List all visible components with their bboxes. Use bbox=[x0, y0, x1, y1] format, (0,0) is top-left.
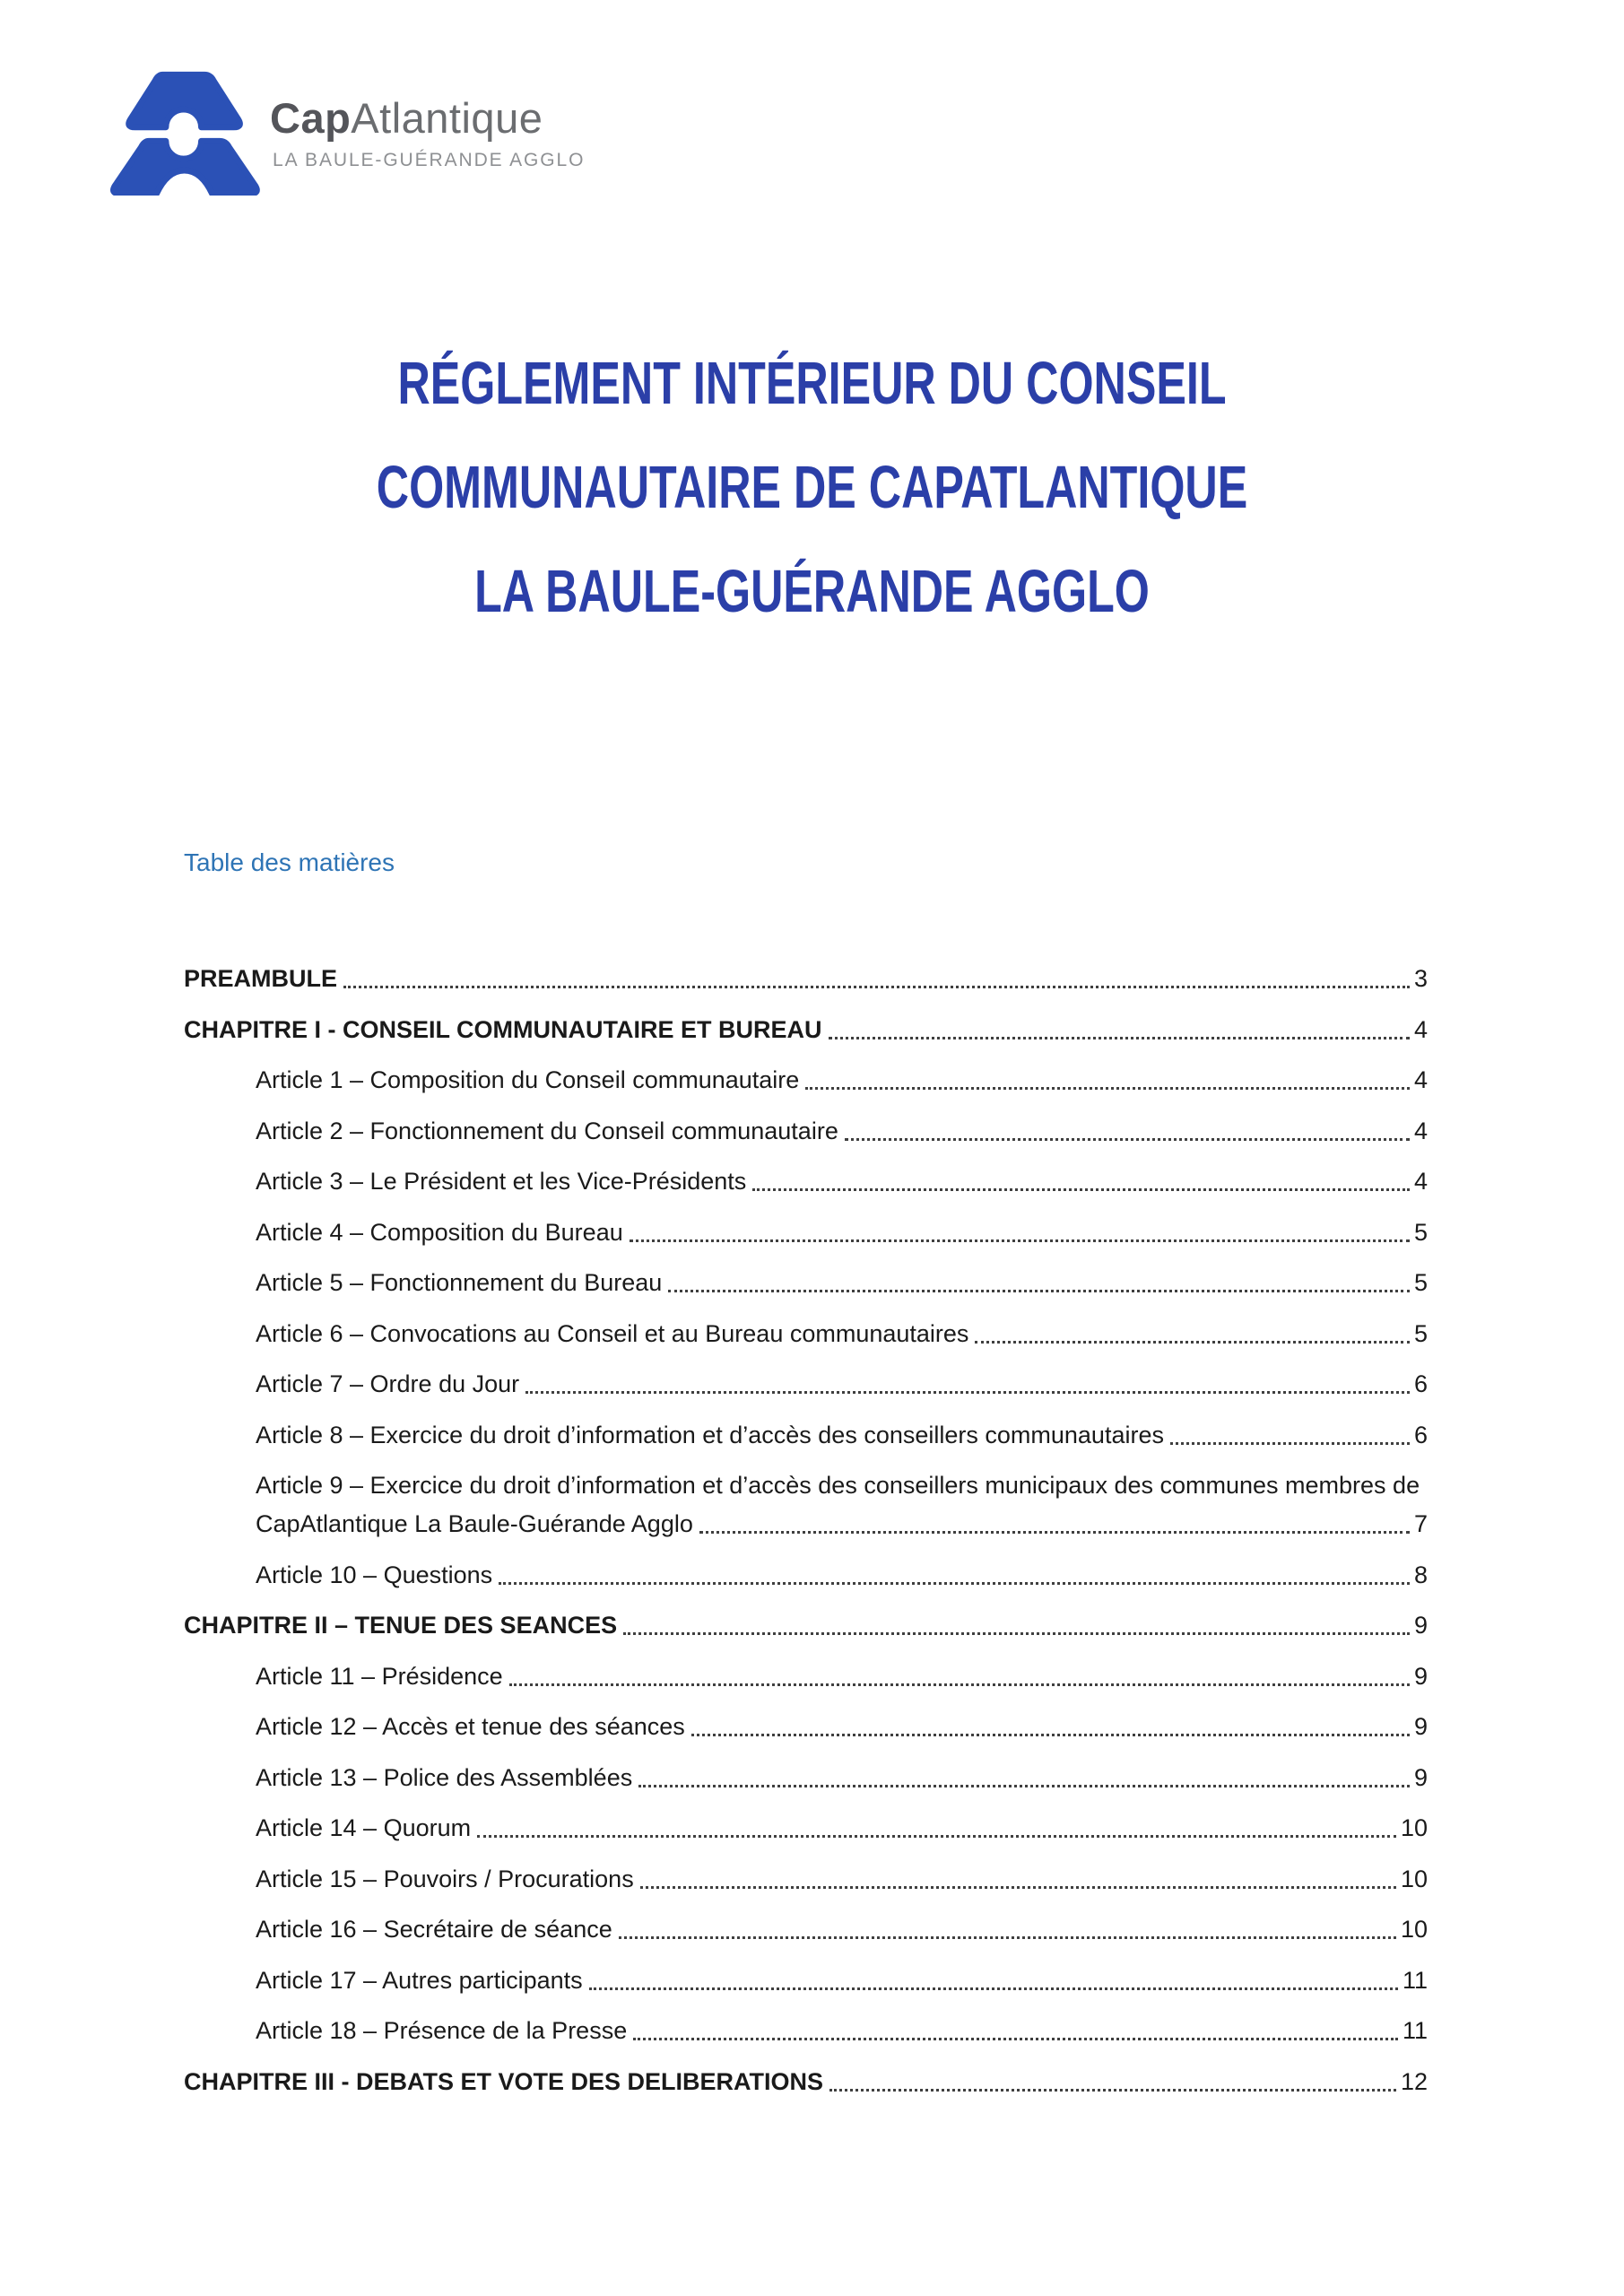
brand-name-cap: Cap bbox=[270, 94, 352, 142]
dot-leader bbox=[699, 1531, 1410, 1534]
toc-entry-article-5 bbox=[184, 1264, 1428, 1302]
toc-entry-text: Article 7 – Ordre du Jour bbox=[256, 1370, 520, 1397]
toc-entry-text: Article 5 – Fonctionnement du Bureau bbox=[256, 1269, 663, 1296]
toc-entry-text: Article 3 – Le Président et les Vice-Présidents bbox=[256, 1168, 747, 1195]
toc-page-number: 6 bbox=[1413, 1370, 1428, 1397]
toc-entry-article-14 bbox=[184, 1809, 1428, 1848]
toc-page-number: 9 bbox=[1413, 1713, 1428, 1740]
dot-leader bbox=[845, 1138, 1410, 1141]
toc-page-number: 9 bbox=[1413, 1662, 1428, 1690]
dot-leader bbox=[499, 1582, 1410, 1585]
brand-name bbox=[270, 95, 543, 142]
toc-page-number: 11 bbox=[1402, 2017, 1428, 2044]
toc-page-number: 4 bbox=[1413, 1015, 1428, 1043]
toc-page-number: 5 bbox=[1413, 1218, 1428, 1246]
toc-entry-text: Article 1 – Composition du Conseil communautaire bbox=[256, 1066, 800, 1093]
dot-leader bbox=[829, 2089, 1396, 2092]
dot-leader bbox=[343, 986, 1410, 988]
document-title bbox=[203, 332, 1420, 644]
dot-leader bbox=[975, 1341, 1410, 1344]
toc-entry-text: Article 10 – Questions bbox=[256, 1561, 493, 1588]
toc-entry-text: Article 17 – Autres participants bbox=[256, 1966, 583, 1994]
toc-page-number: 5 bbox=[1413, 1319, 1428, 1347]
toc-entry-chapitre-1 bbox=[184, 1011, 1428, 1049]
toc-entry-article-16 bbox=[184, 1910, 1428, 1949]
toc-entry-chapitre-3 bbox=[184, 2063, 1428, 2101]
toc-entry-text: Article 14 – Quorum bbox=[256, 1814, 472, 1841]
dot-leader bbox=[630, 1239, 1410, 1242]
toc-page-number: 4 bbox=[1413, 1066, 1428, 1093]
document-title-line2: COMMUNAUTAIRE DE CAPATLANTIQUE bbox=[376, 454, 1248, 521]
toc-page-number: 5 bbox=[1413, 1269, 1428, 1296]
document-title-line3: LA BAULE-GUÉRANDE AGGLO bbox=[474, 558, 1150, 625]
toc-entry-text: Article 13 – Police des Assemblées bbox=[256, 1763, 633, 1791]
toc-entry-text: Article 9 – Exercice du droit d’information et d’accès des conseillers municipaux des communes membres de bbox=[256, 1472, 1420, 1499]
toc-page-number: 9 bbox=[1413, 1612, 1428, 1639]
toc-page-number: 11 bbox=[1402, 1966, 1428, 1994]
dot-leader bbox=[752, 1188, 1410, 1191]
dot-leader bbox=[691, 1734, 1410, 1736]
toc-page-number: 3 bbox=[1413, 965, 1428, 992]
brand-subtitle: LA BAULE-GUÉRANDE AGGLO bbox=[273, 150, 586, 170]
toc-entry-text: Article 12 – Accès et tenue des séances bbox=[256, 1713, 685, 1740]
toc-entry-article-3 bbox=[184, 1162, 1428, 1201]
toc-page-number: 9 bbox=[1413, 1763, 1428, 1791]
dot-leader bbox=[1170, 1442, 1410, 1445]
table-of-contents bbox=[184, 960, 1428, 2113]
toc-entry-text: CHAPITRE I - CONSEIL COMMUNAUTAIRE ET BUREAU bbox=[184, 1015, 822, 1043]
dot-leader bbox=[589, 1987, 1398, 1990]
dot-leader bbox=[509, 1683, 1410, 1686]
toc-entry-article-8 bbox=[184, 1416, 1428, 1455]
toc-entry-article-4 bbox=[184, 1213, 1428, 1252]
toc-entry-article-18 bbox=[184, 2012, 1428, 2050]
toc-entry-text-line2: CapAtlantique La Baule-Guérande Agglo bbox=[256, 1510, 693, 1537]
brand-name-atlantique: Atlantique bbox=[351, 94, 543, 142]
toc-entry-chapitre-2 bbox=[184, 1606, 1428, 1645]
capatlantique-logo-icon bbox=[110, 68, 265, 196]
toc-entry-text: CHAPITRE III - DEBATS ET VOTE DES DELIBERATIONS bbox=[184, 2067, 824, 2095]
toc-page-number: 12 bbox=[1400, 2067, 1428, 2095]
toc-page-number: 10 bbox=[1400, 1814, 1428, 1841]
dot-leader bbox=[829, 1037, 1410, 1039]
dot-leader bbox=[477, 1835, 1396, 1838]
toc-entry-text: Article 8 – Exercice du droit d’information et d’accès des conseillers communautaires bbox=[256, 1421, 1164, 1448]
toc-entry-article-9 bbox=[184, 1466, 1428, 1544]
toc-entry-text: Article 4 – Composition du Bureau bbox=[256, 1218, 623, 1246]
toc-entry-text: CHAPITRE II – TENUE DES SEANCES bbox=[184, 1612, 618, 1639]
toc-entry-text: Article 18 – Présence de la Presse bbox=[256, 2017, 628, 2044]
dot-leader bbox=[525, 1391, 1410, 1394]
toc-entry-article-17 bbox=[184, 1961, 1428, 2000]
dot-leader bbox=[633, 2038, 1398, 2040]
toc-entry-preambule bbox=[184, 960, 1428, 998]
toc-page-number: 6 bbox=[1413, 1421, 1428, 1448]
dot-leader bbox=[640, 1886, 1396, 1889]
toc-entry-article-10 bbox=[184, 1556, 1428, 1595]
toc-entry-text: Article 11 – Présidence bbox=[256, 1662, 503, 1690]
toc-page-number: 7 bbox=[1413, 1510, 1428, 1537]
dot-leader bbox=[638, 1785, 1410, 1787]
dot-leader bbox=[805, 1087, 1410, 1090]
dot-leader bbox=[619, 1936, 1396, 1939]
toc-entry-text: PREAMBULE bbox=[184, 965, 338, 992]
toc-page-number: 10 bbox=[1400, 1916, 1428, 1943]
toc-entry-article-15 bbox=[184, 1860, 1428, 1899]
document-title-line1: RÉGLEMENT INTÉRIEUR DU CONSEIL bbox=[397, 350, 1227, 417]
toc-entry-article-7 bbox=[184, 1365, 1428, 1404]
toc-heading: Table des matières bbox=[184, 848, 395, 876]
toc-entry-article-2 bbox=[184, 1112, 1428, 1151]
toc-entry-text: Article 2 – Fonctionnement du Conseil communautaire bbox=[256, 1117, 838, 1144]
toc-page-number: 4 bbox=[1413, 1117, 1428, 1144]
toc-entry-article-1 bbox=[184, 1061, 1428, 1100]
toc-entry-text: Article 16 – Secrétaire de séance bbox=[256, 1916, 612, 1943]
toc-entry-article-12 bbox=[184, 1708, 1428, 1746]
toc-entry-text: Article 15 – Pouvoirs / Procurations bbox=[256, 1865, 634, 1892]
toc-entry-article-13 bbox=[184, 1759, 1428, 1797]
toc-entry-text: Article 6 – Convocations au Conseil et au Bureau communautaires bbox=[256, 1319, 969, 1347]
toc-page-number: 10 bbox=[1400, 1865, 1428, 1892]
dot-leader bbox=[668, 1290, 1410, 1292]
toc-page-number: 8 bbox=[1413, 1561, 1428, 1588]
toc-page-number: 4 bbox=[1413, 1168, 1428, 1195]
toc-entry-article-6 bbox=[184, 1315, 1428, 1353]
toc-entry-article-11 bbox=[184, 1657, 1428, 1696]
dot-leader bbox=[623, 1632, 1410, 1635]
